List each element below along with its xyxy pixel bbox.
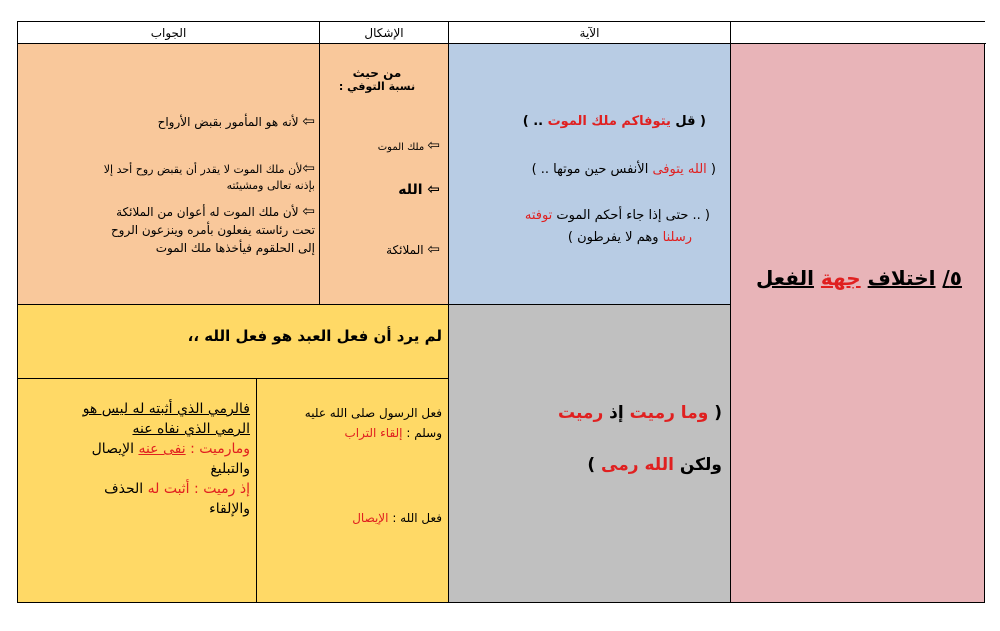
section-title — [731, 266, 962, 290]
problem-cell — [320, 44, 449, 305]
statement-cell — [18, 305, 449, 379]
mid-cell — [257, 379, 449, 602]
arrow-left-icon: ⇦ — [427, 240, 440, 258]
left-cell — [18, 379, 257, 602]
verse-cell-2 — [449, 305, 731, 602]
answer-1: ⇦ لأنه هو المأمور بقبض الأرواح — [157, 112, 315, 130]
header-problem-label: الإشكال — [364, 25, 404, 40]
verse-3: ( .. حتى إذا جاء أحكم الموت توفته — [524, 208, 710, 223]
explanation-table — [17, 21, 985, 603]
allah-action: فعل الله : الإيصال — [352, 511, 442, 525]
verse-cell-1 — [449, 44, 731, 305]
answer-3: ⇦ لأن ملك الموت له أعوان من الملائكة تحت رئاسته يفعلون بأمره وينزعون الروح إلى الحلقوم فيأخذها ملك الموت — [110, 202, 315, 255]
arrow-left-icon: ⇦ — [302, 159, 315, 177]
problem-item-allah: ⇦ الله — [398, 180, 440, 198]
verse-3-line2: رسلنا وهم لا يفرطون ) — [567, 230, 692, 245]
verse-2: ( الله يتوفى الأنفس حين موتها .. ) — [531, 162, 716, 177]
left-explanation: فالرمي الذي أثبته له ليس هو الرمي الذي نفاه عنه ومارميت : نفى عنه الإيصال والتبليغ إذ رميت : أثبت له الحذف والإلقاء — [82, 401, 250, 517]
problem-item-angel-of-death: ⇦ ملك الموت — [377, 136, 440, 154]
answer-2: ⇦لأن ملك الموت لا يقدر أن يقبض روح أحد إلا بإذنه تعالى ومشيئته — [103, 159, 315, 192]
section-title-cell — [731, 44, 984, 602]
header-answer — [18, 22, 320, 44]
header-verse-label: الآية — [579, 25, 600, 40]
arrow-left-icon: ⇦ — [427, 180, 440, 198]
statement-text: لم يرد أن فعل العبد هو فعل الله ،، — [187, 327, 442, 345]
section-word-ikhtilaf: اختلاف — [867, 266, 936, 290]
answer-cell — [18, 44, 320, 305]
verse-1: ( قل يتوفاكم ملك الموت .. ) — [522, 114, 706, 129]
section-word-fiel: الفعل — [756, 266, 814, 290]
verse-1-red-word: يتوفاكم — [621, 114, 671, 129]
section-word-jiha: جهة — [820, 266, 861, 290]
header-title-col — [731, 22, 986, 44]
header-verse — [449, 22, 731, 44]
verse-wama-ramayta: ( وما رميت إذ رميت — [558, 403, 722, 423]
arrow-left-icon: ⇦ — [302, 112, 315, 130]
problem-heading: من حيث نسبة التوفي : — [338, 66, 416, 93]
verse-walakin: ولكن الله رمى ) — [587, 455, 722, 475]
header-problem — [320, 22, 449, 44]
header-answer-label: الجواب — [150, 25, 187, 40]
section-number: ٥/ — [942, 266, 962, 290]
arrow-left-icon: ⇦ — [427, 136, 440, 154]
prophet-action: فعل الرسول صلى الله عليه وسلم : إلقاء التراب — [304, 406, 442, 440]
problem-item-angels: ⇦ الملائكة — [386, 240, 440, 258]
arrow-left-icon: ⇦ — [302, 202, 315, 220]
